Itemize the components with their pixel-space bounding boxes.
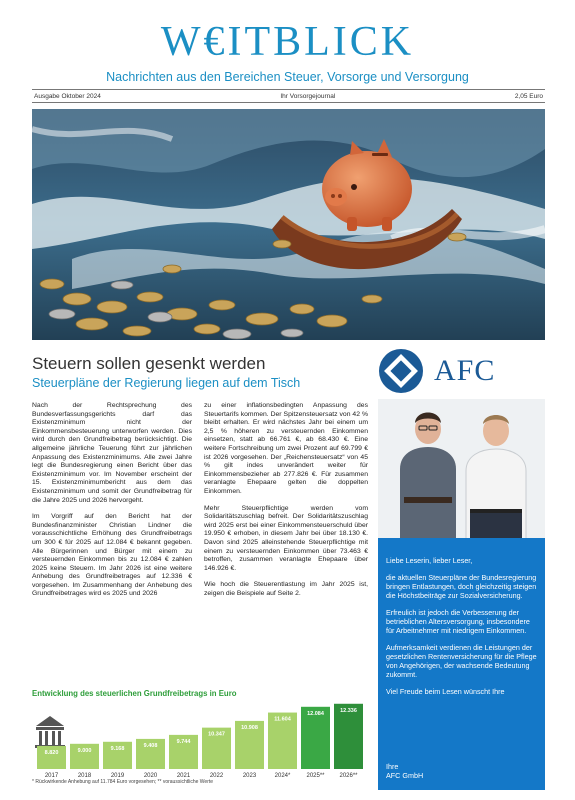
- category-tick-label: 2018: [77, 773, 92, 779]
- article-paragraph: Im Vorgriff auf den Bericht hat der Bundesfinanzminister Christian Lindner die vorausschichtliche Erhöhung des Grundfreibetrags um 300 € für 2025 auf 12.084 € bekannt gegeben. Alle Bürgerinnen und Bürger mit einem zu versteuernden Einkommen bis zu 12.084 € zahlen 2025 keine Steuern. Im Jahr 2026 ist eine weitere Anhebung des Grundfreibetrages auf 12.336 € vorgesehen. Im Zusammenhang der Anhebung des Grundfreibetrages wird es 2025 und 2026: [32, 513, 192, 598]
- category-tick-label: 2017: [44, 773, 59, 779]
- bar-value-label: 9.168: [110, 745, 125, 752]
- category-tick-label: 2025**: [306, 773, 325, 779]
- chart-title: Entwicklung des steuerlichen Grundfreibetrags in Euro: [32, 689, 237, 698]
- editorial-letter-box: [378, 538, 545, 790]
- bar-value-label: 12.084: [307, 710, 324, 717]
- journal-name: Ihr Vorsorgejournal: [280, 92, 336, 100]
- article-paragraph: zu einer inflationsbedingten Anpassung des Steuertarifs kommen. Der Spitzensteuersatz von 42 % bleibt erhalten. Er wird nächstes Jahr bei einem um 2,5 % höheren zu versteuernden Einkommen einsetzen, statt ab 66.761 €, ab 68.430 €. Eine weitere Fortschreibung um zwei Prozent auf 69.799 € ist 2026 vorgesehen. Der „Reichensteuersatz“ von 45 % gilt indes unverändert weiter für Einkommensbezieher ab 277.826 €. Für zusammen veranlagte Ehepaare gelten die doppelten Einkommen.: [204, 402, 368, 495]
- grundfreibetrag-bar-chart: [32, 698, 372, 790]
- chart-footnote: * Rückwirkende Anhebung auf 11.784 Euro vorgesehen; ** voraussichtliche Werte: [32, 779, 214, 785]
- letter-signature: [386, 762, 423, 780]
- category-tick-label: 2019: [110, 773, 125, 779]
- issue-meta-bar: [32, 89, 545, 103]
- bar-value-label: 8.820: [44, 749, 59, 756]
- signature-line-2: AFC GmbH: [386, 771, 424, 780]
- category-tick-label: 2021: [176, 773, 191, 779]
- masthead: [0, 18, 575, 84]
- institution-icon: [35, 716, 65, 748]
- letter-paragraph: Aufmerksamkeit verdienen die Leistungen der gesetzlichen Rentenversicherung für die Pflege von Angehörigen, der wachsende Bedeutung zukommt.: [386, 643, 537, 679]
- bar-value-label: 9.744: [176, 738, 191, 745]
- article-column-1: [32, 402, 192, 607]
- category-tick-label: 2026**: [339, 773, 358, 779]
- article-paragraph: Mehr Steuerpflichtige werden vom Solidaritätszuschlag befreit. Der Solidaritätszuschlag wird 2025 erst bei einer Einkommensteuerschuld über 19.950 € erhoben, in diesem Jahr bei über 18.130 €. Davon sind 2025 alleinstehende Steuerpflichtige mit einem zu versteuernden Einkommen über 73.463 € betroffen, zusammen veranlagte Ehepaare über 146.926 €.: [204, 504, 368, 572]
- article-headline: Steuern sollen gesenkt werden: [32, 354, 266, 373]
- category-tick-label: 2020: [143, 773, 158, 779]
- bar-value-label: 11.604: [274, 716, 291, 723]
- bar-value-label: 9.000: [77, 747, 92, 754]
- signature-line-1: Ihre: [386, 762, 399, 771]
- category-tick-label: 2024*: [274, 773, 291, 779]
- bar-value-label: 12.336: [340, 707, 357, 714]
- article-column-2: [204, 402, 368, 606]
- article-paragraph: Nach der Rechtsprechung des Bundesverfassungsgerichts darf das Existenzminimum nicht der Einkommensbesteuerung unterworfen werden. Dies wird durch den Grundfreibetrag berücksichtigt. Die allgemeine jährliche Teuerung führt zur jährlichen Anpassung des Existenzminimums. Alle zwei Jahre legt die Bundesregierung einen Bericht über das Existenzminimum vor. Im November erscheint der 15. Existenzminimumbericht aus dem das Existenzminimum und somit der Grundfreibetrag für die Jahre 2025 und 2026 hervorgeht.: [32, 402, 192, 504]
- afc-logo-text: AFC: [434, 354, 496, 387]
- letter-paragraph: Viel Freude beim Lesen wünscht Ihre: [386, 687, 505, 696]
- newspaper-subtitle: Nachrichten aus den Bereichen Steuer, Vorsorge und Versorgung: [106, 70, 469, 84]
- category-tick-label: 2023: [242, 773, 257, 779]
- hero-image-piggy-bank-boat: [32, 109, 545, 340]
- article-paragraph: Wie hoch die Steuerentlastung im Jahr 2025 ist, zeigen die Beispiele auf Seite 2.: [204, 581, 368, 597]
- afc-logo-mark-icon: [378, 348, 424, 394]
- category-tick-label: 2022: [209, 773, 224, 779]
- letter-paragraph: die aktuellen Steuerpläne der Bundesregierung bringen Entlastungen, doch gleichzeitig steigen die Höchstbeiträge zur Sozialversicherung.: [386, 573, 537, 600]
- letter-paragraph: Liebe Leserin, lieber Leser,: [386, 556, 473, 565]
- afc-logo: [378, 345, 545, 397]
- newspaper-title: W€ITBLICK: [160, 19, 415, 65]
- issue-price: 2,05 Euro: [514, 92, 543, 100]
- bar-value-label: 10.347: [208, 731, 225, 738]
- bar-value-label: 10.908: [241, 724, 258, 731]
- letter-paragraph: Erfreulich ist jedoch die Verbesserung der betrieblichen Altersversorgung, insbesondere für Arbeitnehmer mit niedrigem Einkommen.: [386, 608, 530, 635]
- bar-value-label: 9.408: [143, 742, 158, 749]
- article-subheadline: Steuerpläne der Regierung liegen auf dem Tisch: [32, 376, 301, 390]
- issue-date: Ausgabe Oktober 2024: [34, 92, 101, 100]
- team-photo: [378, 399, 545, 538]
